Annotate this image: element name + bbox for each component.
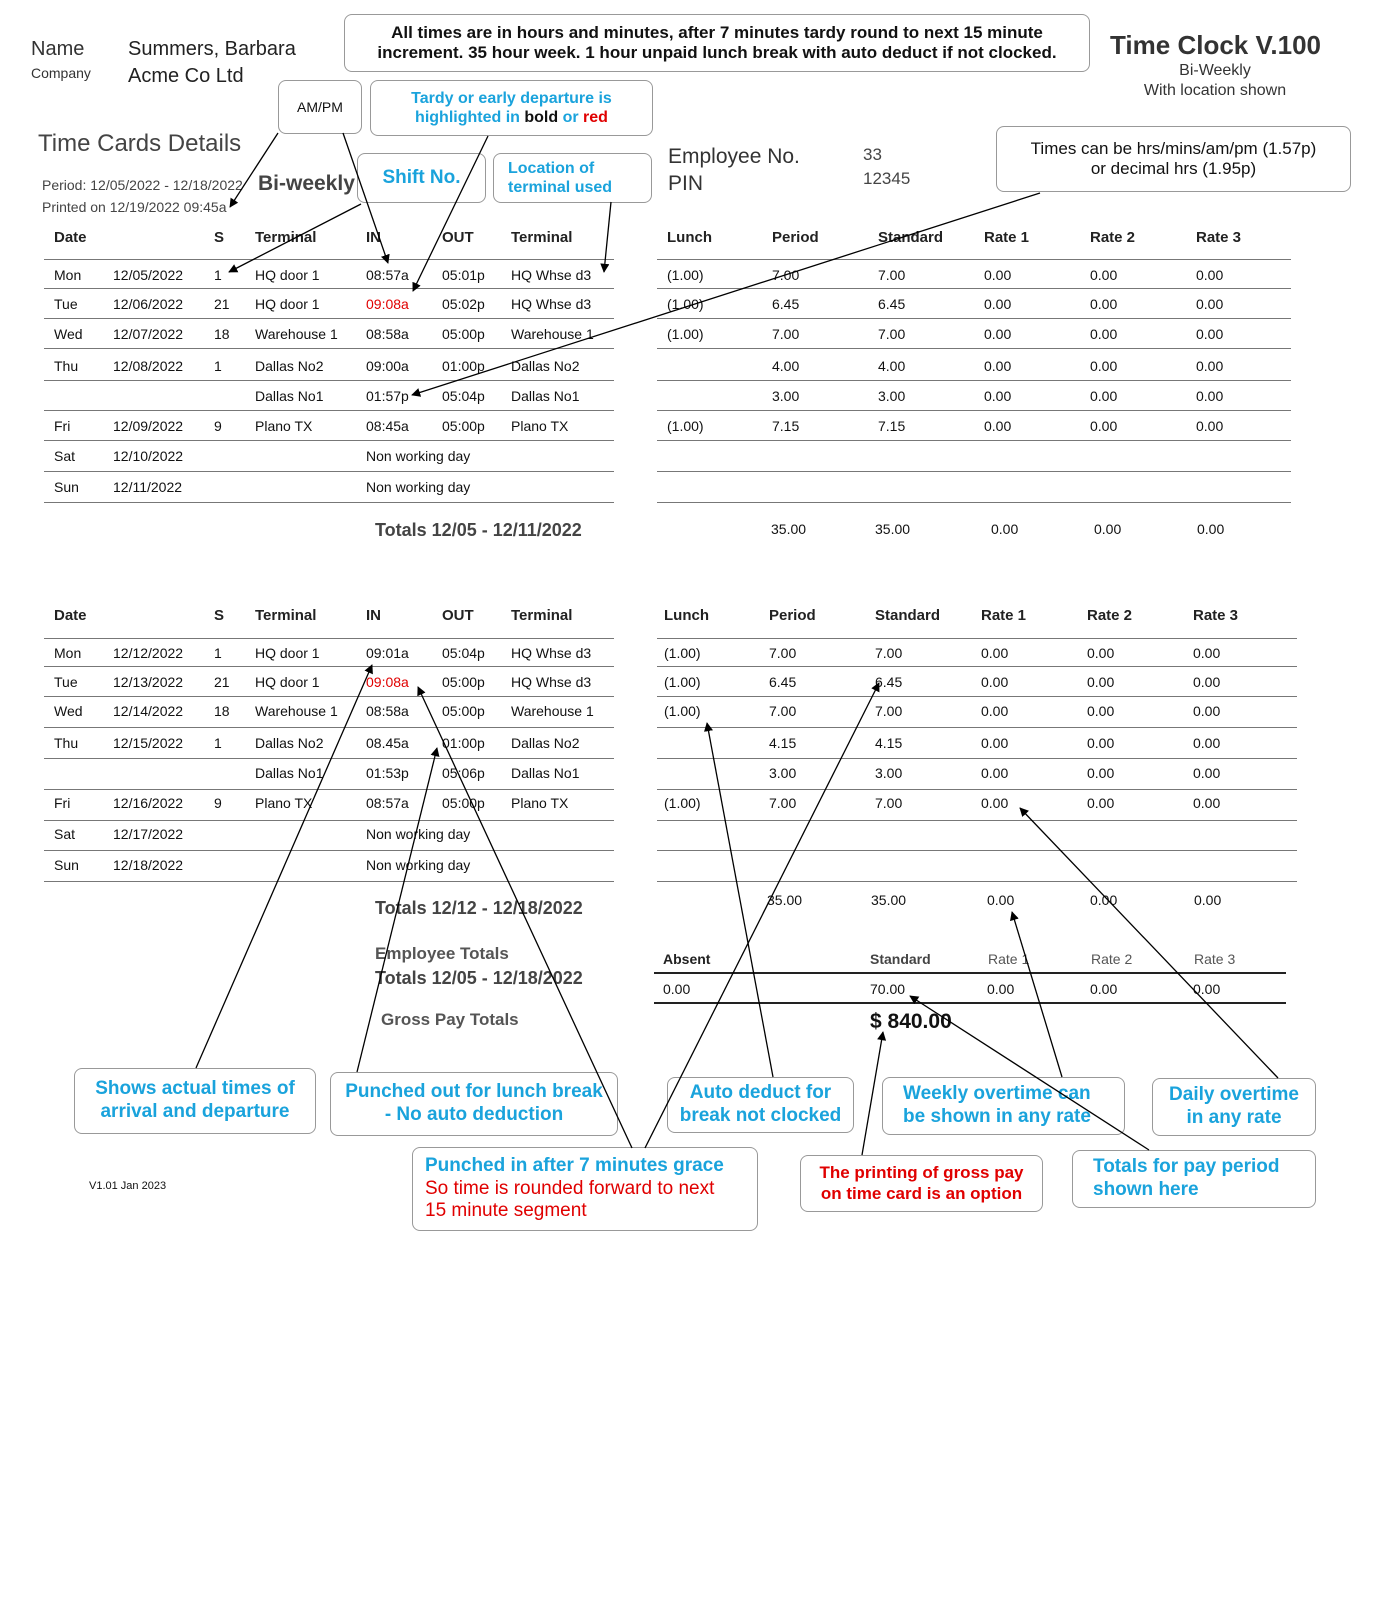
arrow-pay-period-totals: [910, 996, 1149, 1150]
week2-cell-day: Thu: [54, 735, 79, 751]
week1-cell-s: 18: [214, 326, 230, 342]
rules-line-1: All times are in hours and minutes, after 7 minutes tardy round to next 15 minute: [391, 22, 1043, 42]
arrow-actual-times: [196, 665, 372, 1068]
week1-cell-in: 08:57a: [366, 267, 409, 283]
week2-header-lunch: Lunch: [664, 607, 709, 624]
week1-cell-r1: 0.00: [984, 296, 1012, 312]
week2-cell-s: 21: [214, 674, 230, 690]
week1-cell-r2: 0.00: [1090, 358, 1118, 374]
week1-header-s: S: [214, 229, 225, 246]
week1-cell-date: 12/11/2022: [113, 479, 183, 495]
week2-cell-r2: 0.00: [1087, 674, 1115, 690]
arrow-shift: [229, 204, 361, 272]
arrow-weekly-overtime: [1012, 912, 1062, 1077]
employee-no-label: Employee No.: [668, 145, 800, 168]
week1-cell-out: 05:01p: [442, 267, 485, 283]
week2-cell-r3: 0.00: [1193, 674, 1221, 690]
arrow-daily-overtime: [1020, 808, 1278, 1078]
week2-cell-r1: 0.00: [981, 674, 1009, 690]
callout-actual-line-2: arrival and departure: [100, 1101, 290, 1122]
callout-gross-line-2: on time card is an option: [820, 1183, 1023, 1203]
week1-header-in: IN: [366, 229, 381, 246]
week1-cell-r2: 0.00: [1090, 296, 1118, 312]
week2-cell-standard: 3.00: [875, 765, 903, 781]
week1-cell-out: 05:02p: [442, 296, 485, 312]
week1-cell-lunch: (1.00): [667, 418, 704, 434]
week1-cell-r3: 0.00: [1196, 267, 1224, 283]
arrow-lunch-punch: [357, 748, 437, 1072]
week1-total-standard: 35.00: [875, 521, 911, 537]
week2-cell-in: 09:08a: [366, 674, 409, 690]
week2-cell-date: 12/15/2022: [113, 735, 184, 751]
week1-total-rate3: 0.00: [1197, 521, 1225, 537]
week2-cell-day: Sat: [54, 826, 76, 842]
week1-cell-date: 12/09/2022: [113, 418, 184, 434]
product-title: Time Clock V.100: [1110, 30, 1322, 60]
arrow-tardy: [413, 136, 488, 291]
week1-cell-out: 05:00p: [442, 418, 485, 434]
week1-cell-r1: 0.00: [984, 358, 1012, 374]
week1-cell-standard: 7.00: [878, 326, 906, 342]
callout-gross-line-1: The printing of gross pay: [819, 1163, 1024, 1183]
callout-tardy-bold: bold: [524, 109, 559, 126]
week1-cell-date: 12/05/2022: [113, 267, 184, 283]
week1-cell-term_out: Dallas No1: [511, 388, 580, 404]
week2-cell-r3: 0.00: [1193, 703, 1221, 719]
callout-weekly-line-2: be shown in any rate: [903, 1106, 1091, 1127]
week2-cell-r3: 0.00: [1193, 645, 1221, 661]
week2-cell-in: Non working day: [366, 826, 471, 842]
week1-cell-period: 7.00: [772, 326, 800, 342]
rate3-total-header: Rate 3: [1194, 951, 1236, 967]
product-subtitle-1: Bi-Weekly: [1179, 62, 1251, 79]
week2-cell-lunch: (1.00): [664, 645, 701, 661]
week2-cell-standard: 7.00: [875, 795, 903, 811]
week2-cell-term_out: HQ Whse d3: [511, 645, 592, 661]
week2-cell-period: 4.15: [769, 735, 797, 751]
arrow-gross-pay: [862, 1032, 883, 1155]
rate3-total: 0.00: [1193, 981, 1221, 997]
week2-total-rate2: 0.00: [1090, 892, 1118, 908]
week2-cell-r2: 0.00: [1087, 765, 1115, 781]
week1-cell-r3: 0.00: [1196, 296, 1224, 312]
standard-total: 70.00: [870, 981, 906, 997]
week1-cell-term_out: HQ Whse d3: [511, 267, 592, 283]
product-subtitle-2: With location shown: [1143, 82, 1287, 99]
callout-totals-line-1: Totals for pay period: [1093, 1156, 1280, 1178]
week1-header-rate-2: Rate 2: [1090, 229, 1136, 246]
week2-cell-period: 6.45: [769, 674, 797, 690]
week1-cell-out: 01:00p: [442, 358, 485, 374]
week2-cell-day: Fri: [54, 795, 71, 811]
week1-cell-date: 12/10/2022: [113, 448, 184, 464]
week2-cell-period: 7.00: [769, 795, 797, 811]
week2-cell-r1: 0.00: [981, 795, 1009, 811]
week2-cell-in: Non working day: [366, 857, 471, 873]
week1-cell-date: 12/06/2022: [113, 296, 184, 312]
week1-total-rate2: 0.00: [1094, 521, 1122, 537]
week1-cell-s: 21: [214, 296, 230, 312]
week2-cell-term_out: Dallas No1: [511, 765, 580, 781]
week1-cell-s: 1: [214, 358, 222, 374]
week2-cell-s: 9: [214, 795, 222, 811]
week2-header-terminal: Terminal: [511, 607, 573, 624]
week1-header-standard: Standard: [878, 229, 944, 246]
version-label: V1.01 Jan 2023: [89, 1180, 167, 1192]
week2-cell-standard: 7.00: [875, 703, 903, 719]
callout-tardy-line-1: Tardy or early departure is: [411, 89, 612, 107]
week2-cell-out: 05:06p: [442, 765, 485, 781]
callout-auto-line-2: break not clocked: [679, 1105, 842, 1126]
week2-cell-s: 1: [214, 735, 222, 751]
week1-cell-day: Fri: [54, 418, 71, 434]
callout-lunch-line-1: Punched out for lunch break: [345, 1081, 603, 1103]
week2-cell-period: 7.00: [769, 645, 797, 661]
week1-cell-s: 1: [214, 267, 222, 283]
week2-cell-r2: 0.00: [1087, 645, 1115, 661]
week2-header-rate-2: Rate 2: [1087, 607, 1133, 624]
callout-location-line-2: terminal used: [508, 179, 613, 196]
week1-cell-day: Mon: [54, 267, 82, 283]
week1-cell-period: 7.15: [772, 418, 800, 434]
week2-total-rate1: 0.00: [987, 892, 1015, 908]
week2-cell-lunch: (1.00): [664, 674, 701, 690]
pin-value: 12345: [863, 169, 911, 188]
week1-cell-in: Non working day: [366, 448, 471, 464]
week2-cell-r1: 0.00: [981, 765, 1009, 781]
week1-cell-in: 08:58a: [366, 326, 409, 342]
employee-totals-label: Employee Totals: [375, 944, 509, 963]
gross-pay-amount: $ 840.00: [870, 1010, 952, 1033]
week1-cell-term_out: Plano TX: [511, 418, 569, 434]
week2-cell-term_in: HQ door 1: [255, 674, 320, 690]
week1-cell-r1: 0.00: [984, 326, 1012, 342]
callout-lunch-line-2: - No auto deduction: [384, 1104, 564, 1125]
callout-time-format-line-1: Times can be hrs/mins/am/pm (1.57p): [1030, 138, 1317, 158]
week1-header-lunch: Lunch: [667, 229, 712, 246]
week2-cell-date: 12/16/2022: [113, 795, 184, 811]
callout-tardy-line-2: highlighted in: [415, 109, 520, 126]
week1-cell-in: 08:45a: [366, 418, 409, 434]
week2-cell-term_in: Dallas No2: [255, 735, 324, 751]
week2-cell-s: 1: [214, 645, 222, 661]
week1-cell-in: Non working day: [366, 479, 471, 495]
week1-cell-standard: 3.00: [878, 388, 906, 404]
pin-label: PIN: [668, 172, 704, 195]
week1-cell-period: 4.00: [772, 358, 800, 374]
week2-cell-lunch: (1.00): [664, 795, 701, 811]
callout-weekly-line-1: Weekly overtime can: [903, 1083, 1091, 1105]
arrow-auto-deduct: [707, 723, 773, 1077]
week1-cell-s: 9: [214, 418, 222, 434]
week1-cell-r2: 0.00: [1090, 267, 1118, 283]
name-label: Name: [31, 38, 85, 60]
week2-cell-day: Tue: [54, 674, 78, 690]
week1-cell-day: Thu: [54, 358, 79, 374]
week2-cell-standard: 6.45: [875, 674, 903, 690]
week1-cell-r1: 0.00: [984, 267, 1012, 283]
callout-tardy-red: red: [583, 109, 608, 126]
period-range: Period: 12/05/2022 - 12/18/2022: [42, 177, 243, 193]
absent-header: Absent: [663, 951, 711, 967]
callout-grace-line-3: 15 minute segment: [425, 1200, 587, 1222]
page-title: Time Cards Details: [38, 130, 242, 157]
week2-header-rate-3: Rate 3: [1193, 607, 1239, 624]
week2-cell-date: 12/12/2022: [113, 645, 184, 661]
week2-cell-r3: 0.00: [1193, 765, 1221, 781]
rate1-total-header: Rate 1: [988, 951, 1030, 967]
week2-cell-day: Mon: [54, 645, 82, 661]
callout-grace-line-2: So time is rounded forward to next: [425, 1177, 715, 1199]
week1-cell-r3: 0.00: [1196, 326, 1224, 342]
week2-cell-r2: 0.00: [1087, 735, 1115, 751]
week2-header-out: OUT: [442, 607, 474, 624]
week1-cell-term_in: Warehouse 1: [255, 326, 338, 342]
week2-cell-in: 01:53p: [366, 765, 409, 781]
week1-cell-day: Tue: [54, 296, 78, 312]
employee-no-value: 33: [863, 145, 882, 164]
week1-cell-term_in: Dallas No1: [255, 388, 324, 404]
callout-daily-line-2: in any rate: [1186, 1107, 1282, 1128]
arrow-time-format: [412, 193, 1040, 395]
week2-totals-label: Totals 12/12 - 12/18/2022: [375, 898, 583, 918]
callout-actual-line-1: Shows actual times of: [95, 1078, 295, 1100]
week2-cell-r3: 0.00: [1193, 735, 1221, 751]
rules-line-2: increment. 35 hour week. 1 hour unpaid lunch break with auto deduct if not clocked.: [377, 43, 1057, 62]
week2-header-in: IN: [366, 607, 381, 624]
week2-cell-r1: 0.00: [981, 703, 1009, 719]
week2-cell-term_in: Warehouse 1: [255, 703, 338, 719]
week2-cell-r2: 0.00: [1087, 795, 1115, 811]
week1-cell-day: Sun: [54, 479, 79, 495]
week1-header-terminal: Terminal: [255, 229, 317, 246]
week2-cell-in: 08.45a: [366, 735, 409, 751]
week2-total-standard: 35.00: [871, 892, 907, 908]
week1-cell-in: 09:00a: [366, 358, 409, 374]
callout-location-line-1: Location of: [508, 159, 595, 177]
week1-cell-day: Sat: [54, 448, 76, 464]
week1-header-rate-1: Rate 1: [984, 229, 1030, 246]
callout-totals-line-2: shown here: [1093, 1179, 1199, 1200]
biweekly-label: Bi-weekly: [258, 172, 355, 195]
week2-total-rate3: 0.00: [1194, 892, 1222, 908]
week2-cell-date: 12/13/2022: [113, 674, 184, 690]
week2-cell-r1: 0.00: [981, 735, 1009, 751]
arrow-location: [604, 202, 611, 272]
week1-cell-standard: 7.00: [878, 267, 906, 283]
callout-time-format-line-2: or decimal hrs (1.95p): [1090, 159, 1257, 178]
week1-header-rate-3: Rate 3: [1196, 229, 1242, 246]
week2-cell-out: 05:00p: [442, 795, 485, 811]
week1-total-rate1: 0.00: [991, 521, 1019, 537]
week1-cell-term_in: Dallas No2: [255, 358, 324, 374]
week1-cell-term_out: HQ Whse d3: [511, 296, 592, 312]
week2-cell-date: 12/14/2022: [113, 703, 184, 719]
callout-daily-line-1: Daily overtime: [1169, 1084, 1299, 1106]
week1-cell-in: 09:08a: [366, 296, 409, 312]
week2-header-date: Date: [54, 607, 87, 624]
week2-cell-day: Wed: [54, 703, 83, 719]
week1-cell-r3: 0.00: [1196, 388, 1224, 404]
week2-cell-period: 7.00: [769, 703, 797, 719]
week1-cell-r3: 0.00: [1196, 418, 1224, 434]
week1-cell-period: 6.45: [772, 296, 800, 312]
week1-cell-r3: 0.00: [1196, 358, 1224, 374]
arrow-ampm-printed: [230, 133, 278, 207]
week2-cell-in: 09:01a: [366, 645, 409, 661]
employee-totals-period: Totals 12/05 - 12/18/2022: [375, 968, 583, 988]
week2-cell-standard: 7.00: [875, 645, 903, 661]
week2-header-terminal: Terminal: [255, 607, 317, 624]
week1-cell-standard: 7.15: [878, 418, 906, 434]
week1-cell-out: 05:00p: [442, 326, 485, 342]
company-name: Acme Co Ltd: [128, 65, 244, 87]
week2-total-period: 35.00: [767, 892, 803, 908]
week1-total-period: 35.00: [771, 521, 807, 537]
week1-cell-r1: 0.00: [984, 418, 1012, 434]
callout-tardy-or: or: [562, 109, 579, 126]
week2-cell-term_in: HQ door 1: [255, 645, 320, 661]
week2-header-period: Period: [769, 607, 816, 624]
week2-cell-date: 12/17/2022: [113, 826, 184, 842]
week1-cell-term_in: Plano TX: [255, 418, 313, 434]
week1-cell-standard: 4.00: [878, 358, 906, 374]
week2-cell-s: 18: [214, 703, 230, 719]
callout-ampm-text: AM/PM: [297, 98, 343, 115]
rate1-total: 0.00: [987, 981, 1015, 997]
arrow-ampm-in: [343, 133, 388, 263]
printed-date: Printed on 12/19/2022 09:45a: [42, 199, 227, 215]
week2-header-rate-1: Rate 1: [981, 607, 1027, 624]
callout-shift-text: Shift No.: [382, 166, 461, 188]
standard-total-header: Standard: [870, 951, 931, 967]
week1-cell-out: 05:04p: [442, 388, 485, 404]
week2-cell-in: 08:57a: [366, 795, 409, 811]
callout-auto-line-1: Auto deduct for: [689, 1082, 832, 1104]
week1-cell-r2: 0.00: [1090, 326, 1118, 342]
week2-header-standard: Standard: [875, 607, 941, 624]
week2-cell-out: 05:00p: [442, 703, 485, 719]
week2-cell-day: Sun: [54, 857, 79, 873]
week2-cell-term_out: Warehouse 1: [511, 703, 594, 719]
week1-cell-standard: 6.45: [878, 296, 906, 312]
callout-grace-line-1: Punched in after 7 minutes grace: [425, 1154, 724, 1176]
week1-cell-period: 3.00: [772, 388, 800, 404]
week1-cell-date: 12/08/2022: [113, 358, 184, 374]
week1-cell-r2: 0.00: [1090, 388, 1118, 404]
week1-cell-term_out: Warehouse 1: [511, 326, 594, 342]
arrow-grace-standard: [645, 683, 879, 1148]
week1-header-date: Date: [54, 229, 87, 246]
week2-cell-standard: 4.15: [875, 735, 903, 751]
week1-totals-label: Totals 12/05 - 12/11/2022: [375, 520, 582, 540]
week1-cell-r2: 0.00: [1090, 418, 1118, 434]
absent-total: 0.00: [663, 981, 691, 997]
week2-cell-in: 08:58a: [366, 703, 409, 719]
rate2-total-header: Rate 2: [1091, 951, 1133, 967]
week1-cell-r1: 0.00: [984, 388, 1012, 404]
week1-cell-lunch: (1.00): [667, 326, 704, 342]
gross-pay-label: Gross Pay Totals: [381, 1010, 519, 1029]
week2-cell-out: 01:00p: [442, 735, 485, 751]
week1-header-terminal: Terminal: [511, 229, 573, 246]
week1-cell-term_out: Dallas No2: [511, 358, 580, 374]
week2-cell-period: 3.00: [769, 765, 797, 781]
week2-cell-term_in: Dallas No1: [255, 765, 324, 781]
week1-header-out: OUT: [442, 229, 474, 246]
week1-cell-lunch: (1.00): [667, 296, 704, 312]
week2-cell-date: 12/18/2022: [113, 857, 184, 873]
arrow-grace-in: [418, 687, 632, 1148]
week1-cell-term_in: HQ door 1: [255, 267, 320, 283]
week2-cell-term_out: Plano TX: [511, 795, 569, 811]
week2-cell-r2: 0.00: [1087, 703, 1115, 719]
week1-header-period: Period: [772, 229, 819, 246]
week2-cell-r1: 0.00: [981, 645, 1009, 661]
week1-cell-lunch: (1.00): [667, 267, 704, 283]
week2-cell-out: 05:04p: [442, 645, 485, 661]
week2-cell-lunch: (1.00): [664, 703, 701, 719]
week2-cell-term_out: HQ Whse d3: [511, 674, 592, 690]
week1-cell-term_in: HQ door 1: [255, 296, 320, 312]
week2-cell-term_out: Dallas No2: [511, 735, 580, 751]
rate2-total: 0.00: [1090, 981, 1118, 997]
week2-cell-term_in: Plano TX: [255, 795, 313, 811]
week2-cell-out: 05:00p: [442, 674, 485, 690]
company-label: Company: [31, 65, 91, 81]
week1-cell-in: 01:57p: [366, 388, 409, 404]
week1-cell-day: Wed: [54, 326, 83, 342]
week2-cell-r3: 0.00: [1193, 795, 1221, 811]
week2-header-s: S: [214, 607, 225, 624]
week1-cell-period: 7.00: [772, 267, 800, 283]
week1-cell-date: 12/07/2022: [113, 326, 184, 342]
employee-name: Summers, Barbara: [128, 38, 296, 60]
